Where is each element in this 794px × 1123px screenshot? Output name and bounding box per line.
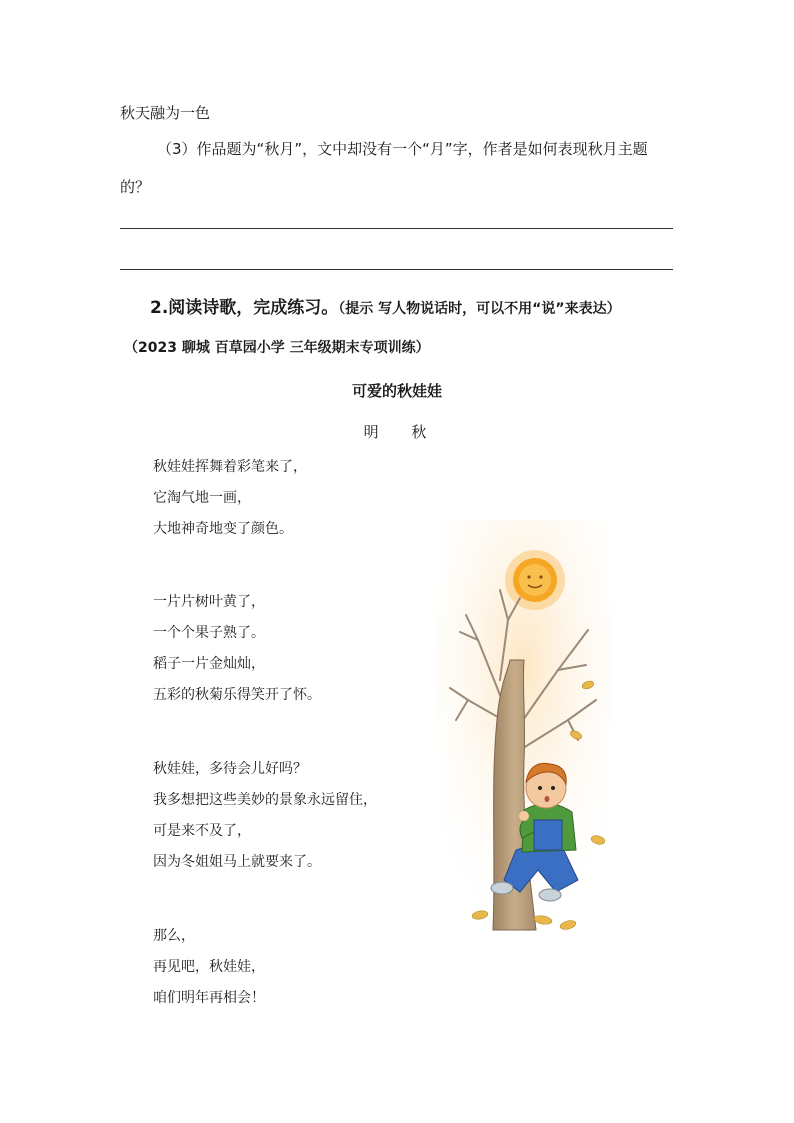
poem-line: 那么， [153, 928, 195, 944]
answer-line-2[interactable] [120, 269, 673, 270]
poem-line: 可是来不及了， [153, 823, 251, 839]
poem-line: 再见吧，秋娃娃， [153, 959, 265, 975]
section-2-heading: 2.阅读诗歌，完成练习。 [150, 298, 339, 318]
poem-line: 五彩的秋菊乐得笑开了怀。 [153, 687, 321, 703]
poem-line: 秋娃娃，多待会儿好吗？ [153, 761, 307, 777]
answer-line-1[interactable] [120, 228, 673, 229]
question-3-line-2: 的？ [120, 178, 151, 196]
section-2-hint: （提示 写人物说话时，可以不用“说”来表达） [338, 301, 621, 317]
boy-under-autumn-tree-illustration [438, 520, 610, 935]
poem-line: 它淘气地一画， [153, 490, 251, 506]
poem-line: 秋娃娃挥舞着彩笔来了， [153, 459, 307, 475]
question-3-line-1: （3）作品题为“秋月”，文中却没有一个“月”字，作者是如何表现秋月主题 [157, 140, 648, 158]
poem-line: 稻子一片金灿灿， [153, 656, 265, 672]
section-2-header [150, 293, 621, 318]
poem-line: 因为冬姐姐马上就要来了。 [153, 854, 321, 870]
sun-icon [505, 550, 565, 610]
poem-line: 一片片树叶黄了， [153, 594, 265, 610]
poem-author: 明 秋 [363, 423, 441, 441]
poem-line: 我多想把这些美妙的景象永远留住， [153, 792, 377, 808]
section-2-source: （2023 聊城 百草园小学 三年级期末专项训练） [124, 340, 430, 356]
prev-answer-tail: 秋天融为一色 [120, 104, 211, 122]
poem-line: 咱们明年再相会！ [153, 990, 265, 1006]
poem-line: 大地神奇地变了颜色。 [153, 521, 293, 537]
poem-title: 可爱的秋娃娃 [351, 382, 442, 400]
poem-line: 一个个果子熟了。 [153, 625, 265, 641]
